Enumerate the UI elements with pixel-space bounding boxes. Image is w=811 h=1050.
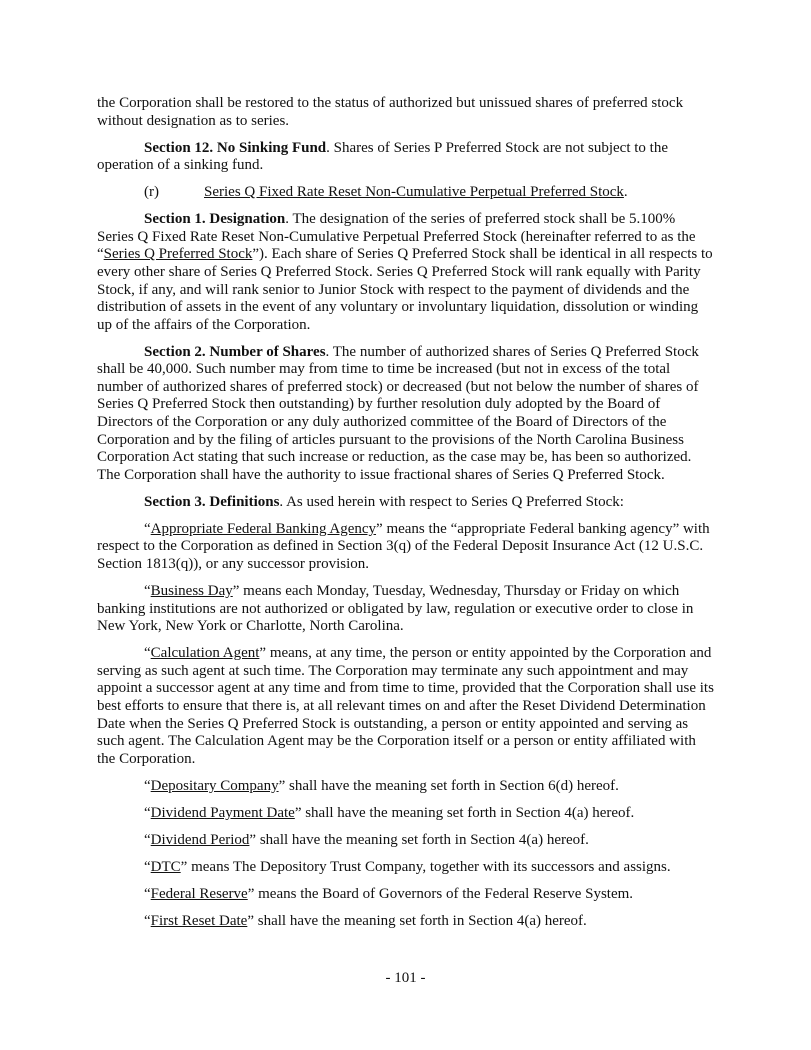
paragraph xyxy=(97,140,715,175)
section-title: Section 1. Designation xyxy=(144,211,286,228)
paragraph-text: ” means, at any time, the person or entity appointed by the Corporation and serving as such agent at such time. The Corporation may terminate any such appointment and may appoint a successor agent at any time and from time to time, provided that the Corporation shall use its best efforts to ensure that there is, at all relevant times on and after the Reset Dividend Determination Date when the Series Q Preferred Stock is outstanding, a person or entity appointed and serving as such agent. The Calculation Agent may be the Corporation itself or a person or entity affiliated with the Corporation. xyxy=(97,645,714,767)
paragraph xyxy=(97,521,715,574)
paragraph xyxy=(97,645,715,768)
paragraph-text: “ xyxy=(144,858,151,875)
paragraph-text: ” means The Depository Trust Company, together with its successors and assigns. xyxy=(180,858,671,875)
paragraph xyxy=(97,583,715,636)
defined-term: Dividend Payment Date xyxy=(150,804,295,821)
item-label: (r) xyxy=(144,184,159,201)
paragraph-text: “ xyxy=(144,520,151,537)
document-body xyxy=(97,95,715,940)
paragraph-text: . The designation of the series of preferred stock shall be 5.100% Series Q Fixed Rate Reset Non-Cumulative Perpetual Preferred Stock (hereinafter referred to as the “ xyxy=(97,211,696,263)
paragraph xyxy=(97,886,715,904)
defined-term: Series Q Preferred Stock xyxy=(103,246,253,263)
paragraph xyxy=(97,778,715,796)
paragraph-text: ” means the “appropriate Federal banking agency” with respect to the Corporation as defined in Section 3(q) of the Federal Deposit Insurance Act (12 U.S.C. Section 1813(q)), or any successor provision. xyxy=(97,520,710,572)
paragraph-text: “ xyxy=(144,885,151,902)
page-number: - 101 - xyxy=(385,970,426,986)
paragraph-text: . The number of authorized shares of Series Q Preferred Stock shall be 40,000. Such number may from time to time be increased (but not in excess of the total number of authorized shares of preferred stock) or decreased (but not below the number of shares of Series Q Preferred Stock then outstanding) by further resolution duly adopted by the Board of Directors of the Corporation or any duly authorized committee of the Board of Directors of the Corporation and by the filing of articles pursuant to the provisions of the North Carolina Business Corporation Act stating that such increase or reduction, as the case may be, has been so authorized. The Corporation shall have the authority to issue fractional shares of Series Q Preferred Stock. xyxy=(97,343,699,483)
paragraph-text: ” means the Board of Governors of the Federal Reserve System. xyxy=(247,885,634,902)
defined-term: Federal Reserve xyxy=(150,885,248,902)
paragraph-text: “ xyxy=(144,804,151,821)
paragraph xyxy=(97,913,715,931)
section-title: Section 12. No Sinking Fund xyxy=(144,139,327,156)
paragraph-text: . As used herein with respect to Series Q Preferred Stock: xyxy=(279,493,624,510)
paragraph xyxy=(97,859,715,877)
defined-term: First Reset Date xyxy=(150,912,248,929)
paragraph-text: ” shall have the meaning set forth in Section 4(a) hereof. xyxy=(249,831,589,848)
defined-term: Dividend Period xyxy=(150,831,250,848)
section-title: Section 3. Definitions xyxy=(144,493,280,510)
paragraph xyxy=(97,494,715,512)
paragraph xyxy=(97,95,715,130)
defined-term: Series Q Fixed Rate Reset Non-Cumulative Perpetual Preferred Stock xyxy=(204,184,624,201)
paragraph-text: “ xyxy=(144,582,151,599)
defined-term: Business Day xyxy=(150,582,233,599)
paragraph-text: ”). Each share of Series Q Preferred Stock shall be identical in all respects to every other share of Series Q Preferred Stock. Series Q Preferred Stock will rank equally with Parity Stock, if any, and will rank senior to Junior Stock with respect to the payment of dividends and the distribution of assets in the event of any voluntary or involuntary liquidation, dissolution or winding up of the affairs of the Corporation. xyxy=(97,246,713,333)
paragraph-text: ” shall have the meaning set forth in Section 4(a) hereof. xyxy=(294,804,635,821)
paragraph-text: . Shares of Series P Preferred Stock are not subject to the operation of a sinking fund. xyxy=(97,139,668,174)
paragraph-text: . xyxy=(623,184,628,201)
paragraph-text: ” means each Monday, Tuesday, Wednesday, Thursday or Friday on which banking institutions are not authorized or obligated by law, regulation or executive order to close in New York, New York or Charlotte, North Carolina. xyxy=(97,582,694,635)
defined-term: Appropriate Federal Banking Agency xyxy=(150,520,377,537)
defined-term: Calculation Agent xyxy=(150,645,260,662)
paragraph-text: “ xyxy=(144,777,151,794)
paragraph xyxy=(97,211,715,334)
paragraph-text: “ xyxy=(144,912,151,929)
paragraph-text: “ xyxy=(144,831,151,848)
defined-term: DTC xyxy=(150,858,181,875)
section-title: Section 2. Number of Shares xyxy=(144,343,326,360)
paragraph xyxy=(97,344,715,485)
paragraph xyxy=(97,805,715,823)
paragraph xyxy=(97,832,715,850)
section-heading-item xyxy=(97,184,715,202)
paragraph-text: ” shall have the meaning set forth in Section 6(d) hereof. xyxy=(278,777,619,794)
paragraph-text: “ xyxy=(144,645,151,662)
defined-term: Depositary Company xyxy=(150,777,279,794)
paragraph-text: the Corporation shall be restored to the status of authorized but unissued shares of preferred stock without designation as to series. xyxy=(97,95,684,129)
paragraph-text: ” shall have the meaning set forth in Section 4(a) hereof. xyxy=(247,912,587,929)
